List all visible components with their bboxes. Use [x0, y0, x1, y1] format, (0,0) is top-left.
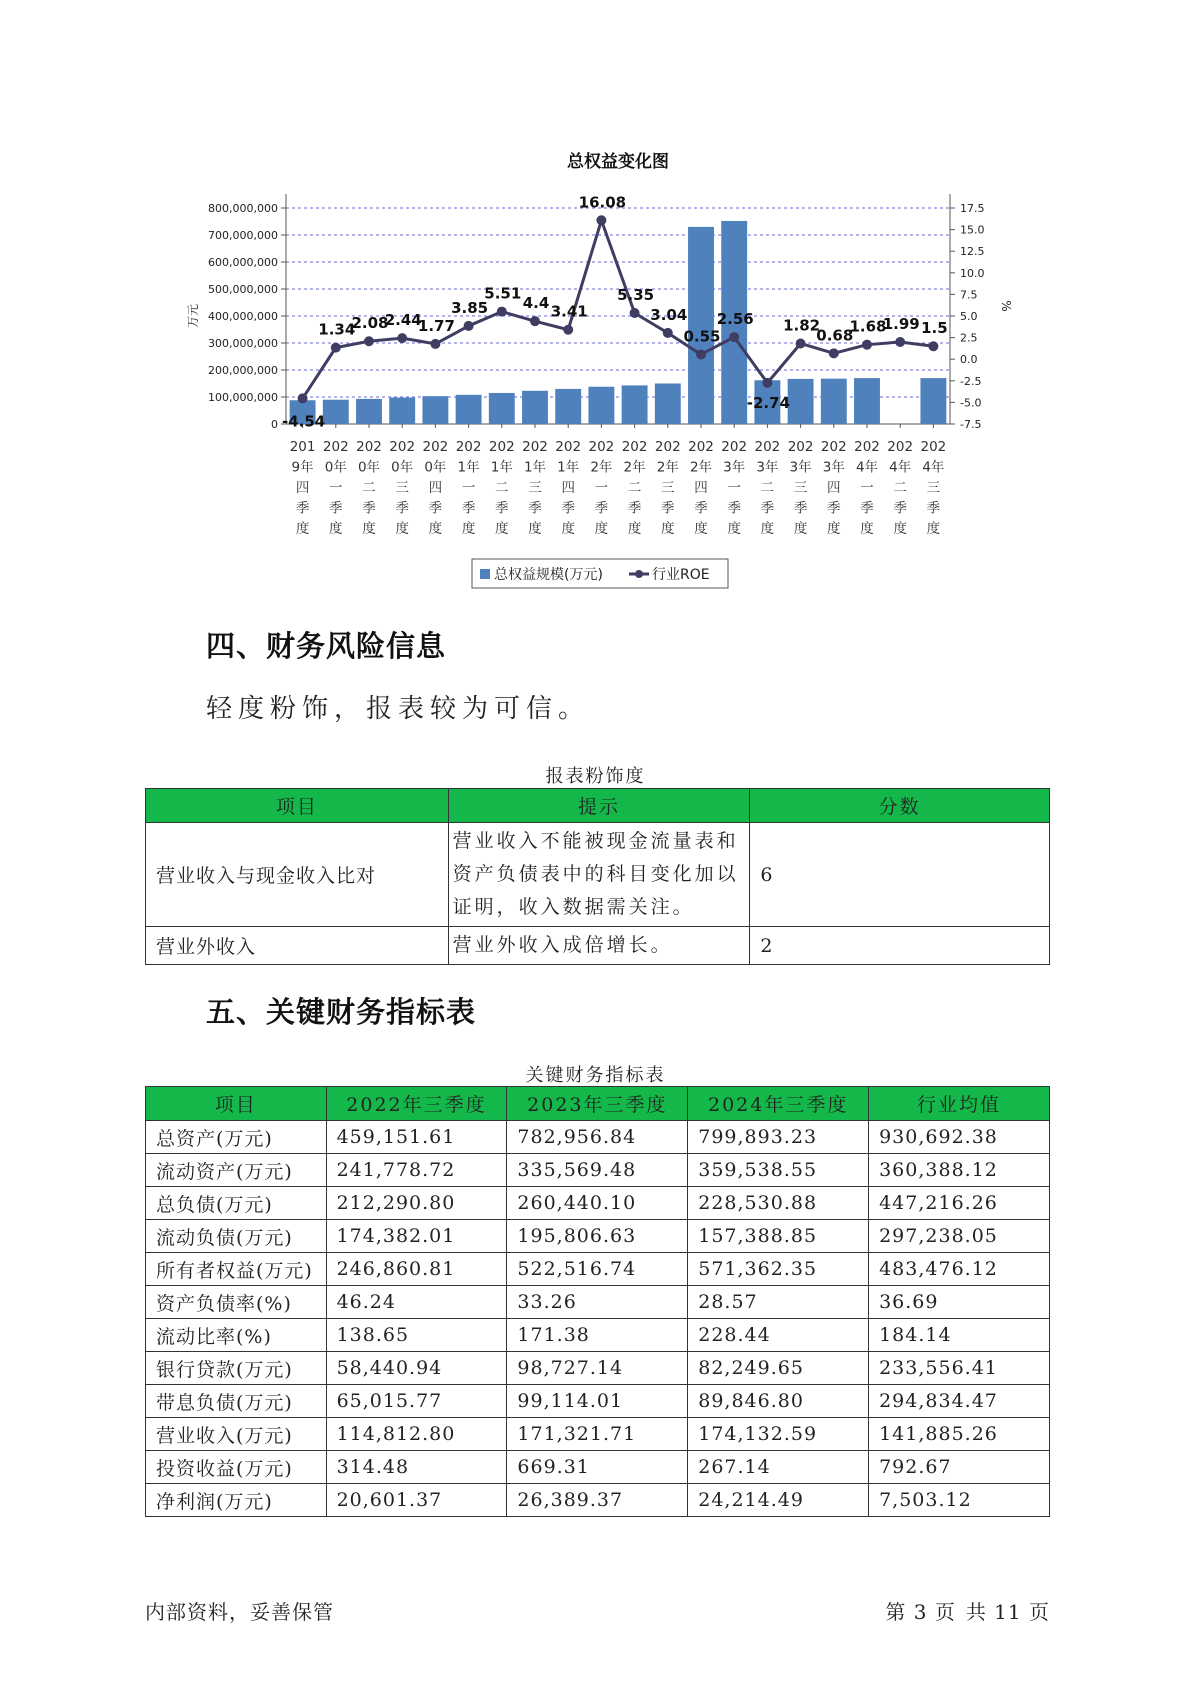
x-tick-label: 度	[594, 521, 609, 537]
x-tick-label: 3年	[789, 459, 812, 476]
x-tick-label: 0年	[424, 459, 447, 476]
x-tick-label: 202	[688, 439, 714, 455]
footer-page-number	[875, 1596, 1050, 1625]
roe-data-label: 1.34	[318, 320, 356, 339]
table-row	[146, 823, 1050, 927]
y-tick-label: 200,000,000	[208, 364, 278, 377]
x-tick-label: 季	[495, 500, 509, 517]
metric-value-cell: 138.65	[326, 1319, 507, 1352]
metric-value-cell: 141,885.26	[869, 1418, 1050, 1451]
x-tick-label: 202	[555, 439, 582, 455]
footer-confidential-note: 内部资料，妥善保管	[145, 1600, 334, 1624]
table-row	[146, 1319, 1050, 1352]
x-tick-label: 202	[621, 439, 648, 455]
metric-value-cell: 89,846.80	[688, 1385, 869, 1418]
metric-name-cell: 流动比率(%)	[146, 1319, 327, 1352]
risk-table-caption: 报表粉饰度	[545, 766, 646, 787]
bar	[854, 378, 880, 424]
x-tick-label: 度	[329, 521, 343, 537]
metric-name-cell: 投资收益(万元)	[146, 1451, 327, 1484]
metric-value-cell: 792.67	[869, 1451, 1050, 1484]
roe-point	[696, 349, 706, 359]
header-cell: 2022年三季度	[326, 1087, 507, 1121]
x-tick-label: 一	[860, 480, 874, 496]
x-tick-label: 度	[661, 521, 675, 537]
table-row	[146, 1154, 1050, 1187]
bar	[422, 396, 448, 424]
header-cell: 行业均值	[869, 1087, 1050, 1121]
x-tick-label: 2年	[590, 459, 613, 476]
roe-data-label: 5.35	[617, 285, 655, 304]
y2-tick-label: 7.5	[960, 288, 978, 302]
roe-point	[430, 339, 440, 349]
x-tick-label: 三	[793, 480, 808, 496]
y-tick-label: 400,000,000	[208, 310, 278, 323]
legend-swatch-point	[635, 570, 643, 578]
x-tick-label: 季	[827, 500, 841, 517]
section-heading-financial-risk: 四、财务风险信息	[206, 629, 447, 663]
header-cell: 分数	[750, 789, 1050, 823]
y-tick-label: 800,000,000	[208, 202, 278, 215]
roe-point	[596, 215, 606, 225]
x-tick-label: 4年	[889, 459, 912, 476]
metric-value-cell: 447,216.26	[869, 1187, 1050, 1220]
x-tick-label: 季	[661, 500, 675, 517]
x-tick-label: 2年	[623, 459, 646, 476]
roe-point	[762, 378, 772, 388]
x-tick-label: 季	[627, 500, 642, 517]
x-tick-label: 度	[694, 521, 708, 537]
metric-value-cell: 246,860.81	[326, 1253, 507, 1286]
metric-value-cell: 233,556.41	[869, 1352, 1050, 1385]
metric-name-cell: 流动资产(万元)	[146, 1154, 327, 1187]
bar	[555, 389, 581, 424]
metric-value-cell: 782,956.84	[507, 1121, 688, 1154]
bar	[489, 393, 515, 424]
x-tick-label: 202	[754, 439, 781, 455]
x-tick-label: 0年	[357, 459, 381, 476]
x-tick-label: 202	[488, 439, 515, 455]
table-row	[146, 927, 1050, 965]
roe-point	[630, 308, 640, 318]
legend-label-roe: 行业ROE	[652, 567, 710, 583]
bar	[788, 379, 814, 424]
y-tick-label: 0	[271, 418, 278, 431]
metric-value-cell: 571,362.35	[688, 1253, 869, 1286]
x-tick-label: 季	[395, 500, 409, 517]
metric-name-cell: 所有者权益(万元)	[146, 1253, 327, 1286]
roe-point	[464, 321, 474, 331]
tip-cell: 营业外收入成倍增长。	[448, 927, 750, 965]
roe-point	[796, 338, 806, 348]
x-tick-label: 二	[893, 480, 907, 496]
metric-name-cell: 总资产(万元)	[146, 1121, 327, 1154]
metric-name-cell: 资产负债率(%)	[146, 1286, 327, 1319]
metric-value-cell: 26,389.37	[507, 1484, 688, 1517]
kpi-table	[145, 1086, 1050, 1517]
roe-point	[364, 336, 374, 346]
risk-table	[145, 788, 1050, 965]
roe-point	[298, 393, 308, 403]
chart-title: 总权益变化图	[567, 152, 669, 172]
x-tick-label: 202	[654, 439, 681, 455]
table-header-row	[146, 1087, 1050, 1121]
x-tick-label: 1年	[523, 459, 547, 476]
x-tick-label: 202	[887, 439, 914, 455]
roe-data-label: 4.4	[522, 294, 550, 313]
score-cell: 6	[750, 823, 1050, 927]
x-tick-label: 度	[362, 521, 376, 537]
table-row	[146, 1418, 1050, 1451]
x-tick-label: 季	[295, 500, 310, 517]
x-tick-label: 度	[926, 521, 941, 537]
item-cell: 营业收入与现金收入比对	[146, 823, 449, 927]
x-tick-label: 度	[561, 521, 575, 537]
metric-value-cell: 360,388.12	[869, 1154, 1050, 1187]
metric-value-cell: 930,692.38	[869, 1121, 1050, 1154]
table-row	[146, 1286, 1050, 1319]
table-row	[146, 1352, 1050, 1385]
metric-value-cell: 241,778.72	[326, 1154, 507, 1187]
x-tick-label: 202	[588, 439, 615, 455]
x-tick-label: 4年	[855, 459, 879, 476]
metric-value-cell: 114,812.80	[326, 1418, 507, 1451]
roe-data-label: 1.77	[417, 316, 455, 335]
roe-point	[663, 328, 673, 338]
x-tick-label: 四	[428, 480, 443, 496]
metric-value-cell: 174,132.59	[688, 1418, 869, 1451]
x-tick-label: 四	[295, 480, 310, 496]
x-tick-label: 季	[362, 500, 376, 517]
x-tick-label: 二	[760, 480, 775, 496]
roe-data-label: 1.99	[882, 315, 920, 334]
metric-value-cell: 46.24	[326, 1286, 507, 1319]
roe-data-label: 0.68	[816, 326, 854, 345]
x-tick-label: 一	[594, 480, 609, 496]
roe-point	[530, 316, 540, 326]
roe-point	[729, 332, 739, 342]
metric-value-cell: 799,893.23	[688, 1121, 869, 1154]
x-tick-label: 三	[528, 480, 542, 496]
tip-cell: 营业收入不能被现金流量表和资产负债表中的科目变化加以证明，收入数据需关注。	[448, 823, 750, 927]
bar	[821, 379, 847, 424]
metric-value-cell: 294,834.47	[869, 1385, 1050, 1418]
roe-point	[829, 348, 839, 358]
y-tick-label: 600,000,000	[208, 256, 278, 269]
roe-data-label: -2.74	[746, 393, 791, 412]
metric-name-cell: 净利润(万元)	[146, 1484, 327, 1517]
x-tick-label: 度	[760, 521, 775, 537]
header-cell: 提示	[448, 789, 750, 823]
x-tick-label: 季	[461, 500, 476, 517]
header-cell: 项目	[146, 1087, 327, 1121]
roe-data-label: 3.41	[550, 302, 588, 321]
metric-value-cell: 459,151.61	[326, 1121, 507, 1154]
metric-value-cell: 212,290.80	[326, 1187, 507, 1220]
page-current: 第 3 页	[885, 1600, 956, 1624]
roe-data-label: 2.56	[716, 310, 754, 329]
metric-value-cell: 522,516.74	[507, 1253, 688, 1286]
metric-value-cell: 33.26	[507, 1286, 688, 1319]
bar	[456, 395, 482, 424]
metric-name-cell: 带息负债(万元)	[146, 1385, 327, 1418]
metric-value-cell: 171,321.71	[507, 1418, 688, 1451]
y2-tick-label: 17.5	[960, 202, 985, 215]
metric-value-cell: 228.44	[688, 1319, 869, 1352]
table-row	[146, 1187, 1050, 1220]
roe-point	[563, 325, 573, 335]
metric-value-cell: 36.69	[869, 1286, 1050, 1319]
x-tick-label: 四	[827, 480, 841, 496]
metric-value-cell: 28.57	[688, 1286, 869, 1319]
x-tick-label: 度	[428, 521, 443, 537]
x-tick-label: 202	[787, 439, 814, 455]
table-header-row	[146, 789, 1050, 823]
x-tick-label: 4年	[922, 459, 945, 476]
metric-value-cell: 99,114.01	[507, 1385, 688, 1418]
roe-data-label: 1.5	[921, 319, 948, 338]
y2-tick-label: 5.0	[960, 310, 978, 323]
x-tick-label: 二	[627, 480, 642, 496]
roe-point	[497, 307, 507, 317]
equity-chart	[0, 0, 1191, 600]
x-tick-label: 202	[920, 439, 947, 455]
bar	[588, 387, 614, 424]
x-tick-label: 3年	[822, 459, 845, 476]
x-tick-label: 季	[528, 500, 542, 517]
metric-value-cell: 314.48	[326, 1451, 507, 1484]
metric-name-cell: 总负债(万元)	[146, 1187, 327, 1220]
table-row	[146, 1385, 1050, 1418]
bar	[622, 385, 648, 424]
metric-value-cell: 98,727.14	[507, 1352, 688, 1385]
x-tick-label: 2年	[689, 459, 713, 476]
x-tick-label: 四	[561, 480, 575, 496]
y2-tick-label: 2.5	[960, 331, 978, 345]
bar	[522, 391, 548, 424]
roe-point	[928, 341, 938, 351]
metric-value-cell: 483,476.12	[869, 1253, 1050, 1286]
x-tick-label: 三	[395, 480, 409, 496]
y2-tick-label: -2.5	[960, 374, 982, 388]
x-tick-label: 3年	[723, 459, 746, 476]
table-row	[146, 1484, 1050, 1517]
x-tick-label: 季	[561, 500, 575, 517]
x-tick-label: 三	[661, 480, 675, 496]
metric-value-cell: 24,214.49	[688, 1484, 869, 1517]
bar	[655, 384, 681, 425]
x-tick-label: 三	[926, 480, 941, 496]
x-tick-label: 一	[329, 480, 343, 496]
table-row	[146, 1220, 1050, 1253]
table-row	[146, 1253, 1050, 1286]
x-tick-label: 季	[793, 500, 808, 517]
header-cell: 项目	[146, 789, 449, 823]
page-total: 共 11 页	[965, 1600, 1050, 1624]
kpi-table-caption: 关键财务指标表	[525, 1065, 666, 1086]
x-tick-label: 202	[522, 439, 548, 455]
roe-point	[331, 343, 341, 353]
header-cell: 2023年三季度	[507, 1087, 688, 1121]
metric-name-cell: 营业收入(万元)	[146, 1418, 327, 1451]
metric-value-cell: 267.14	[688, 1451, 869, 1484]
x-tick-label: 202	[854, 439, 880, 455]
bar	[688, 227, 714, 424]
roe-data-label: 2.08	[351, 314, 389, 333]
metric-value-cell: 58,440.94	[326, 1352, 507, 1385]
x-tick-label: 201	[289, 439, 316, 455]
x-tick-label: 9年	[291, 459, 314, 476]
x-tick-label: 四	[694, 480, 708, 496]
roe-data-label: 16.08	[578, 193, 627, 212]
metric-value-cell: 669.31	[507, 1451, 688, 1484]
x-tick-label: 季	[926, 500, 941, 517]
y-tick-label: 500,000,000	[208, 283, 278, 296]
x-tick-label: 季	[428, 500, 443, 517]
item-cell: 营业外收入	[146, 927, 449, 965]
metric-name-cell: 流动负债(万元)	[146, 1220, 327, 1253]
roe-data-label: 0.55	[683, 327, 721, 346]
metric-value-cell: 174,382.01	[326, 1220, 507, 1253]
metric-value-cell: 65,015.77	[326, 1385, 507, 1418]
y-tick-label: 100,000,000	[208, 391, 278, 404]
y2-tick-label: 12.5	[960, 245, 985, 259]
y-tick-label: 300,000,000	[208, 337, 278, 350]
roe-point	[862, 340, 872, 350]
y2-tick-label: 0.0	[960, 353, 978, 367]
x-tick-label: 0年	[324, 459, 347, 476]
x-tick-label: 202	[422, 439, 449, 455]
bar	[389, 398, 415, 424]
x-tick-label: 度	[495, 521, 509, 537]
y-tick-label: 700,000,000	[208, 229, 278, 242]
y2-tick-label: -5.0	[960, 396, 982, 410]
x-tick-label: 二	[362, 480, 376, 496]
metric-value-cell: 228,530.88	[688, 1187, 869, 1220]
metric-value-cell: 184.14	[869, 1319, 1050, 1352]
x-tick-label: 1年	[457, 459, 480, 476]
y2-tick-label: 15.0	[960, 223, 985, 237]
x-tick-label: 二	[495, 480, 509, 496]
x-tick-label: 季	[727, 500, 741, 517]
metric-value-cell: 171.38	[507, 1319, 688, 1352]
x-tick-label: 202	[389, 439, 416, 455]
x-tick-label: 一	[727, 480, 741, 496]
y2-tick-label: 10.0	[960, 266, 985, 280]
x-tick-label: 202	[721, 439, 748, 455]
x-tick-label: 季	[760, 500, 775, 517]
metric-value-cell: 20,601.37	[326, 1484, 507, 1517]
metric-value-cell: 359,538.55	[688, 1154, 869, 1187]
metric-value-cell: 335,569.48	[507, 1154, 688, 1187]
x-tick-label: 季	[594, 500, 609, 517]
metric-value-cell: 157,388.85	[688, 1220, 869, 1253]
x-tick-label: 度	[627, 521, 642, 537]
section-heading-key-indicators: 五、关键财务指标表	[206, 995, 477, 1029]
table-row	[146, 1121, 1050, 1154]
x-tick-label: 202	[455, 439, 482, 455]
header-cell: 2024年三季度	[688, 1087, 869, 1121]
x-tick-label: 202	[820, 439, 847, 455]
y-axis-title: 万元	[186, 303, 200, 329]
metric-value-cell: 260,440.10	[507, 1187, 688, 1220]
y2-axis-title: %	[999, 300, 1013, 312]
roe-data-label: 3.04	[650, 305, 688, 324]
metric-value-cell: 297,238.05	[869, 1220, 1050, 1253]
roe-data-label: 3.85	[451, 298, 489, 317]
x-tick-label: 度	[827, 521, 841, 537]
x-tick-label: 1年	[490, 459, 513, 476]
roe-point	[895, 337, 905, 347]
metric-value-cell: 195,806.63	[507, 1220, 688, 1253]
metric-value-cell: 82,249.65	[688, 1352, 869, 1385]
x-tick-label: 度	[395, 521, 409, 537]
x-tick-label: 0年	[391, 459, 414, 476]
roe-data-label: 2.44	[384, 311, 422, 330]
bar	[356, 399, 382, 424]
x-tick-label: 202	[356, 439, 382, 455]
metric-name-cell: 银行贷款(万元)	[146, 1352, 327, 1385]
y2-tick-label: -7.5	[960, 418, 982, 431]
roe-point	[397, 333, 407, 343]
roe-data-label: 5.51	[484, 284, 522, 303]
x-tick-label: 季	[694, 500, 708, 517]
x-tick-label: 度	[528, 521, 542, 537]
table-row	[146, 1451, 1050, 1484]
x-tick-label: 3年	[756, 459, 779, 476]
roe-data-label: -4.54	[281, 412, 326, 431]
x-tick-label: 度	[461, 521, 476, 537]
x-tick-label: 1年	[557, 459, 580, 476]
risk-summary-text: 轻度粉饰，报表较为可信。	[206, 694, 591, 724]
x-tick-label: 202	[322, 439, 349, 455]
x-tick-label: 度	[793, 521, 808, 537]
x-tick-label: 度	[860, 521, 874, 537]
bar	[920, 378, 946, 424]
roe-data-label: 1.82	[783, 316, 821, 335]
x-tick-label: 度	[727, 521, 741, 537]
metric-value-cell: 7,503.12	[869, 1484, 1050, 1517]
score-cell: 2	[750, 927, 1050, 965]
x-tick-label: 季	[329, 500, 343, 517]
x-tick-label: 度	[295, 521, 310, 537]
x-tick-label: 度	[893, 521, 907, 537]
x-tick-label: 季	[860, 500, 874, 517]
x-tick-label: 2年	[656, 459, 679, 476]
roe-data-label: 1.68	[849, 317, 887, 336]
x-tick-label: 季	[893, 500, 907, 517]
bar	[323, 400, 349, 424]
legend-label-equity: 总权益规模(万元)	[494, 567, 603, 583]
x-tick-label: 一	[461, 480, 476, 496]
legend-swatch-bar	[480, 569, 490, 579]
